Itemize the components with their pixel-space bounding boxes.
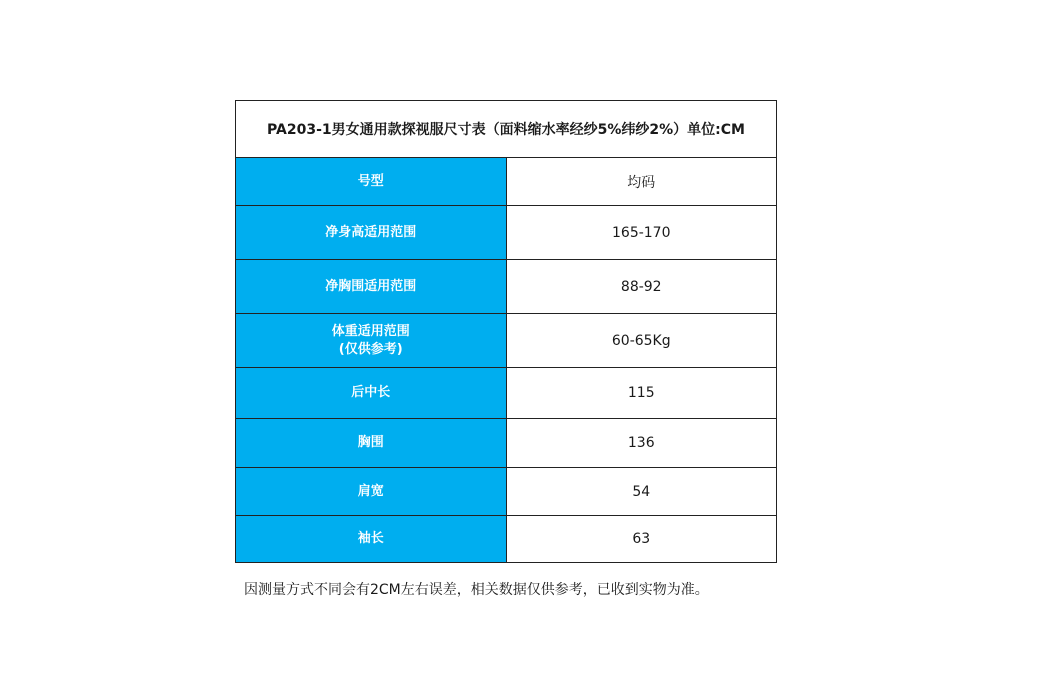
table-row — [236, 206, 777, 260]
table-row — [236, 468, 777, 516]
table-row — [236, 419, 777, 468]
row-label-text: 胸围 — [357, 435, 384, 450]
row-value: 88-92 — [506, 260, 777, 314]
row-label-text: 号型 — [357, 173, 384, 189]
row-label — [236, 468, 507, 516]
table-title-row — [236, 101, 777, 158]
table-row — [236, 314, 777, 368]
table-row — [236, 158, 777, 206]
row-label — [236, 314, 507, 368]
row-label-text: 后中长 — [351, 385, 391, 400]
row-value: 54 — [506, 468, 777, 516]
row-label — [236, 516, 507, 563]
table-row — [236, 516, 777, 563]
row-label-text: 肩宽 — [357, 483, 384, 499]
row-label — [236, 419, 507, 468]
row-label — [236, 368, 507, 419]
measurement-note: 因测量方式不同会有2CM左右误差，相关数据仅供参考，已收到实物为准。 — [244, 582, 709, 598]
row-label — [236, 206, 507, 260]
row-label-subtext: (仅供参考) — [338, 341, 403, 357]
row-label-text: 体重适用范围 — [331, 323, 410, 339]
row-value: 136 — [506, 419, 777, 468]
row-label-text: 净身高适用范围 — [325, 224, 417, 240]
row-value: 165-170 — [506, 206, 777, 260]
row-value: 均码 — [506, 158, 777, 206]
table-row — [236, 260, 777, 314]
row-label-text: 袖长 — [357, 531, 384, 546]
size-chart-table — [235, 100, 777, 563]
row-value: 60-65Kg — [506, 314, 777, 368]
table-title: PA203-1男女通用款探视服尺寸表（面料缩水率经纱5%纬纱2%）单位:CM — [236, 101, 777, 158]
row-label — [236, 260, 507, 314]
row-value: 63 — [506, 516, 777, 563]
table-row — [236, 368, 777, 419]
row-label — [236, 158, 507, 206]
row-label-text: 净胸围适用范围 — [325, 278, 417, 294]
row-value: 115 — [506, 368, 777, 419]
